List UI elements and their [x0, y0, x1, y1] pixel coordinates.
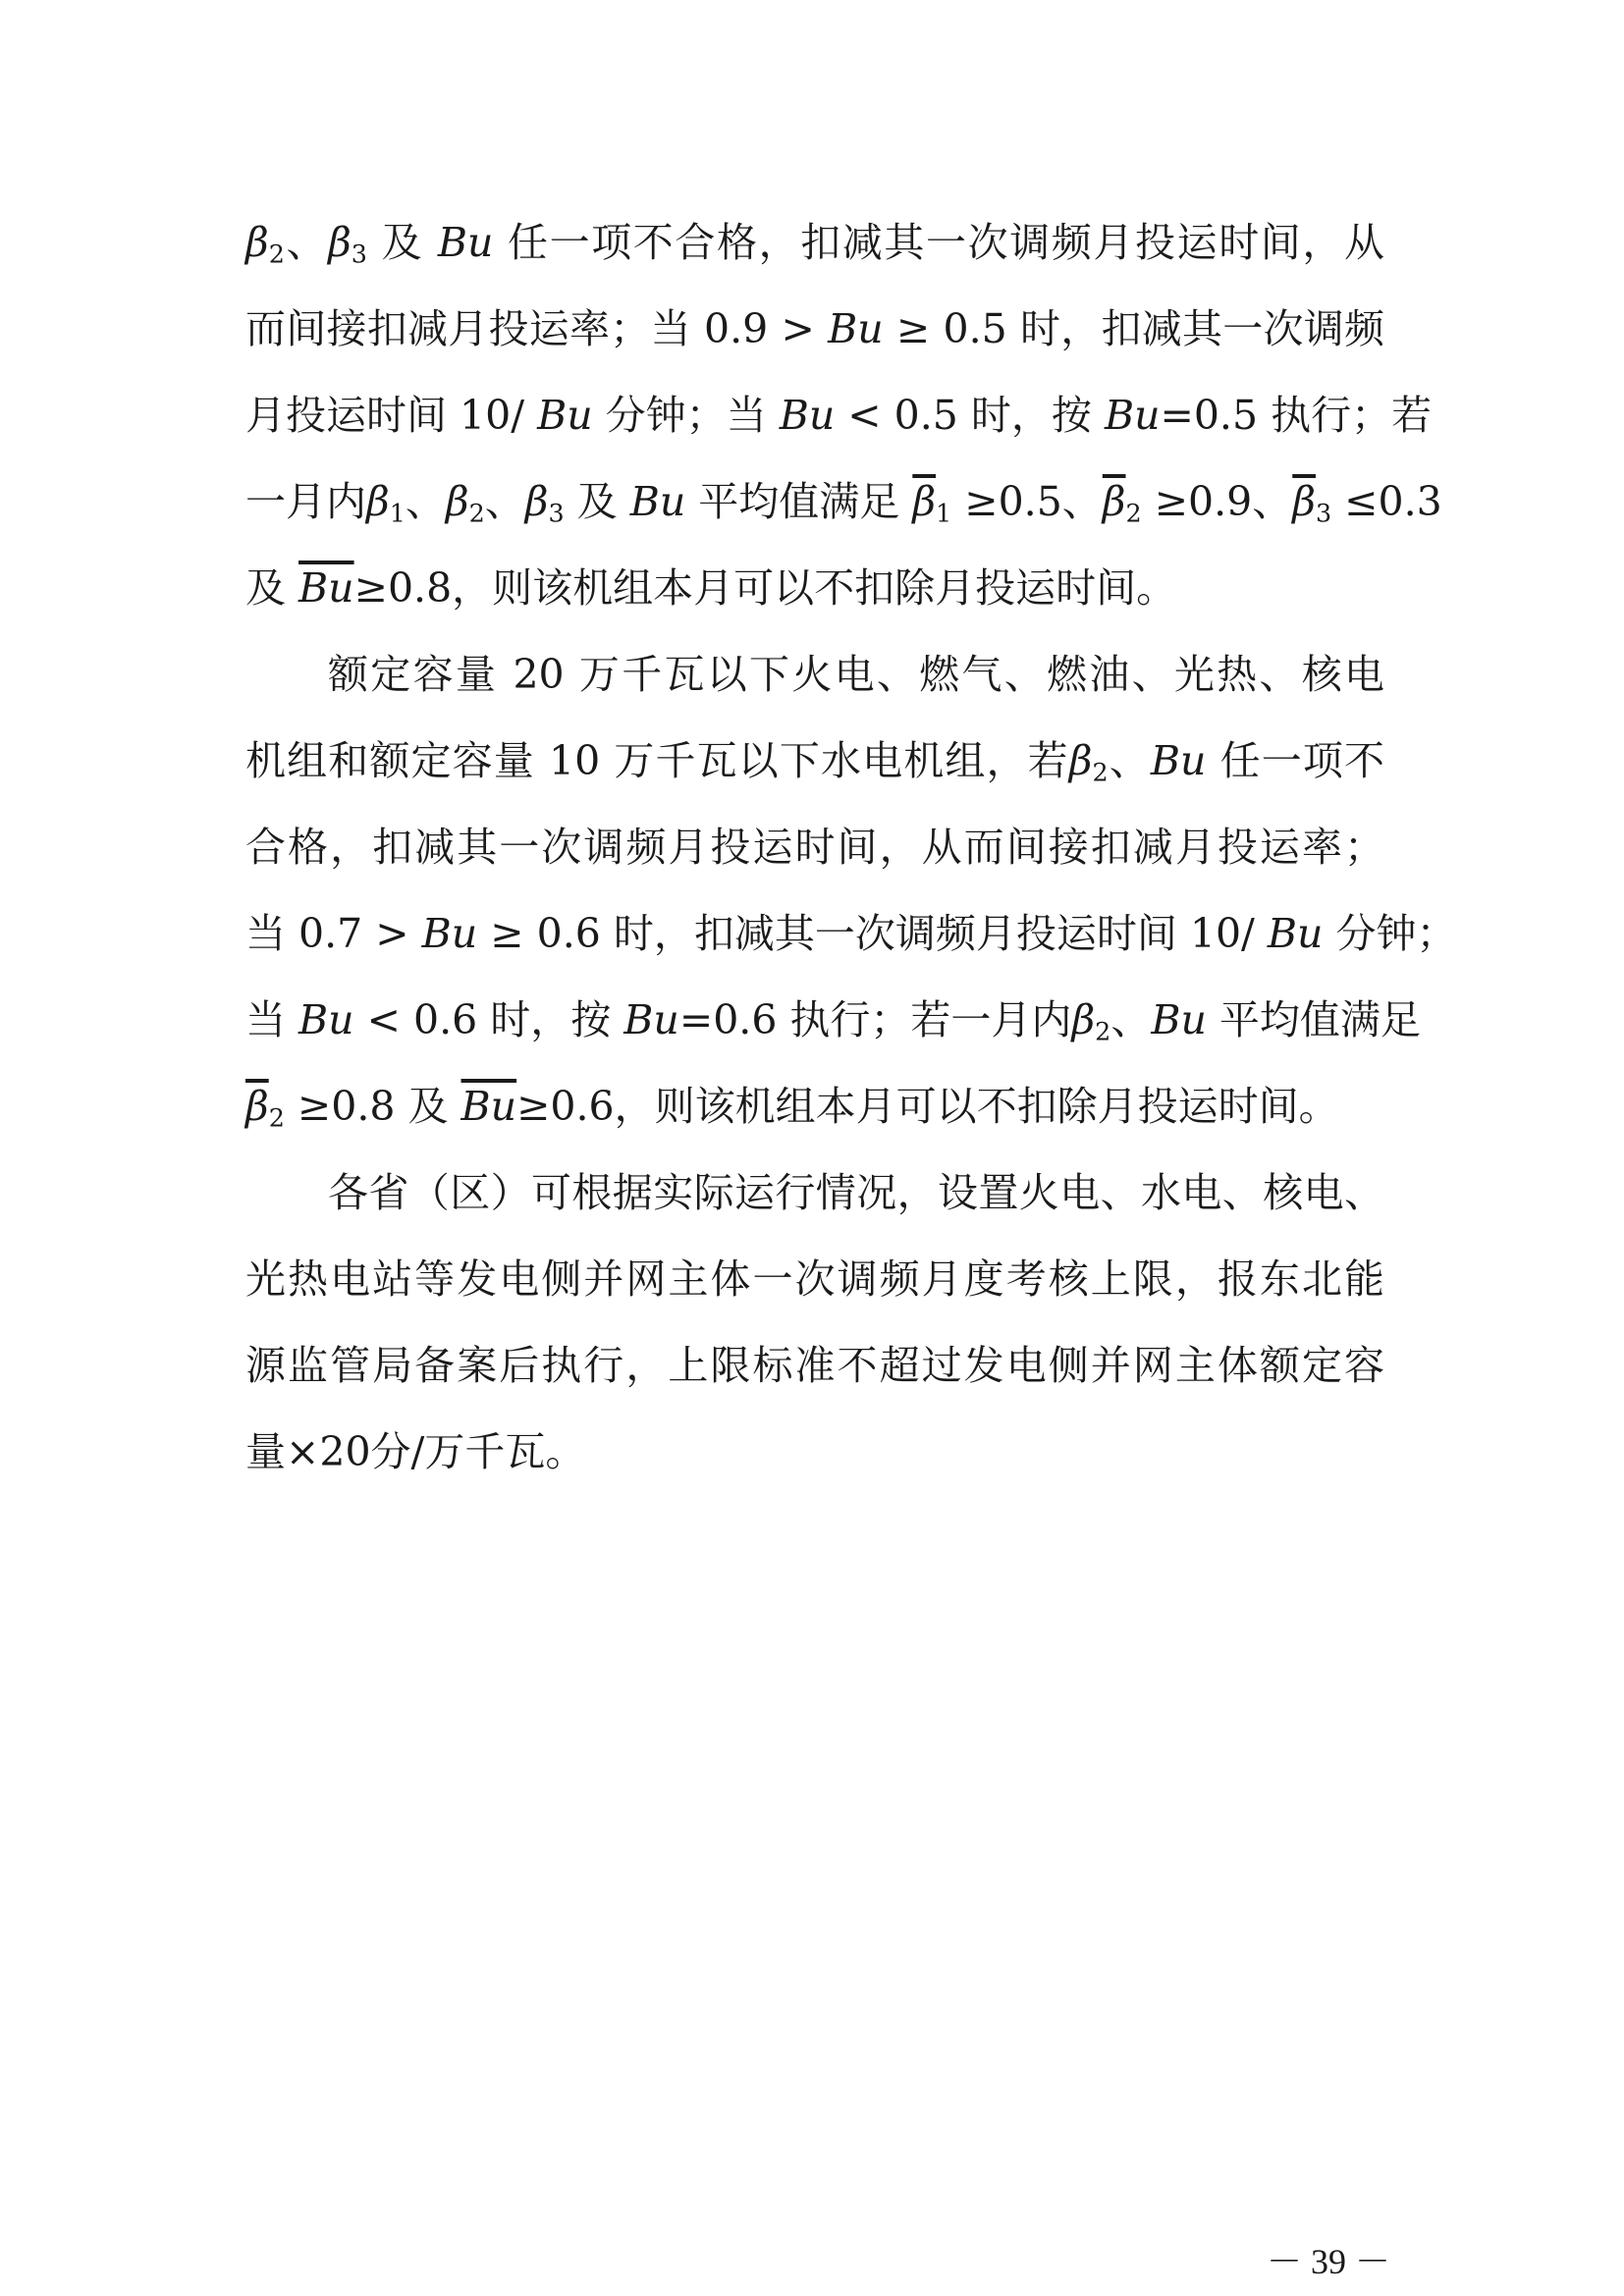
p3-line-4: 量×20分/万千瓦。	[245, 1428, 586, 1475]
p1-line-1: $\beta_2$、$\beta_3$ 及 Bu 任一项不合格，扣减其一次调频月投运时间，从	[245, 219, 1385, 269]
p1-line-3: 月投运时间 10/ Bu 分钟；当 Bu < 0.5 时，按 Bu=0.5 执行；若	[245, 392, 1433, 439]
p2-line-6: $\overline{\beta}_2 \ge 0.8$ 及 $\overline{Bu}\ge 0.6$，则该机组本月可以不扣除月投运时间。	[245, 1083, 1339, 1133]
p1-line-2: 而间接扣减月投运率；当 0.9 > Bu ≥ 0.5 时，扣减其一次调频	[245, 305, 1384, 352]
p2-line-1: 额定容量 20 万千瓦以下火电、燃气、燃油、光热、核电	[328, 651, 1384, 698]
p2-line-2: 机组和额定容量 10 万千瓦以下水电机组，若$\beta_2$、Bu 任一项不	[245, 737, 1384, 787]
p2-line-4: 当 0.7 > Bu ≥ 0.6 时，扣减其一次调频月投运时间 10/ Bu 分钟；	[245, 910, 1457, 957]
p3-line-3: 源监管局备案后执行，上限标准不超过发电侧并网主体额定容	[245, 1342, 1384, 1389]
p1-line-5: 及 $\overline{Bu}\ge 0.8$，则该机组本月可以不扣除月投运时间。	[245, 564, 1177, 612]
p2-line-3: 合格，扣减其一次调频月投运时间，从而间接扣减月投运率；	[245, 824, 1384, 871]
p3-line-1: 各省（区）可根据实际运行情况，设置火电、水电、核电、	[328, 1169, 1384, 1216]
body-text	[245, 199, 1457, 1495]
p1-line-4: 一月内$\beta_1$、$\beta_2$、$\beta_3$ 及 Bu 平均值满足 $\overline{\beta}_1 \ge 0.5$、$\overline{\beta}_2 \ge 0.9$、$\overline{\beta}_3 \le 0.3$	[245, 478, 1442, 528]
page-number: － 39 －	[1267, 2242, 1391, 2281]
p2-line-5: 当 Bu < 0.6 时，按 Bu=0.6 执行；若一月内$\beta_2$、Bu 平均值满足	[245, 996, 1421, 1046]
p3-line-2: 光热电站等发电侧并网主体一次调频月度考核上限，报东北能	[245, 1255, 1384, 1303]
